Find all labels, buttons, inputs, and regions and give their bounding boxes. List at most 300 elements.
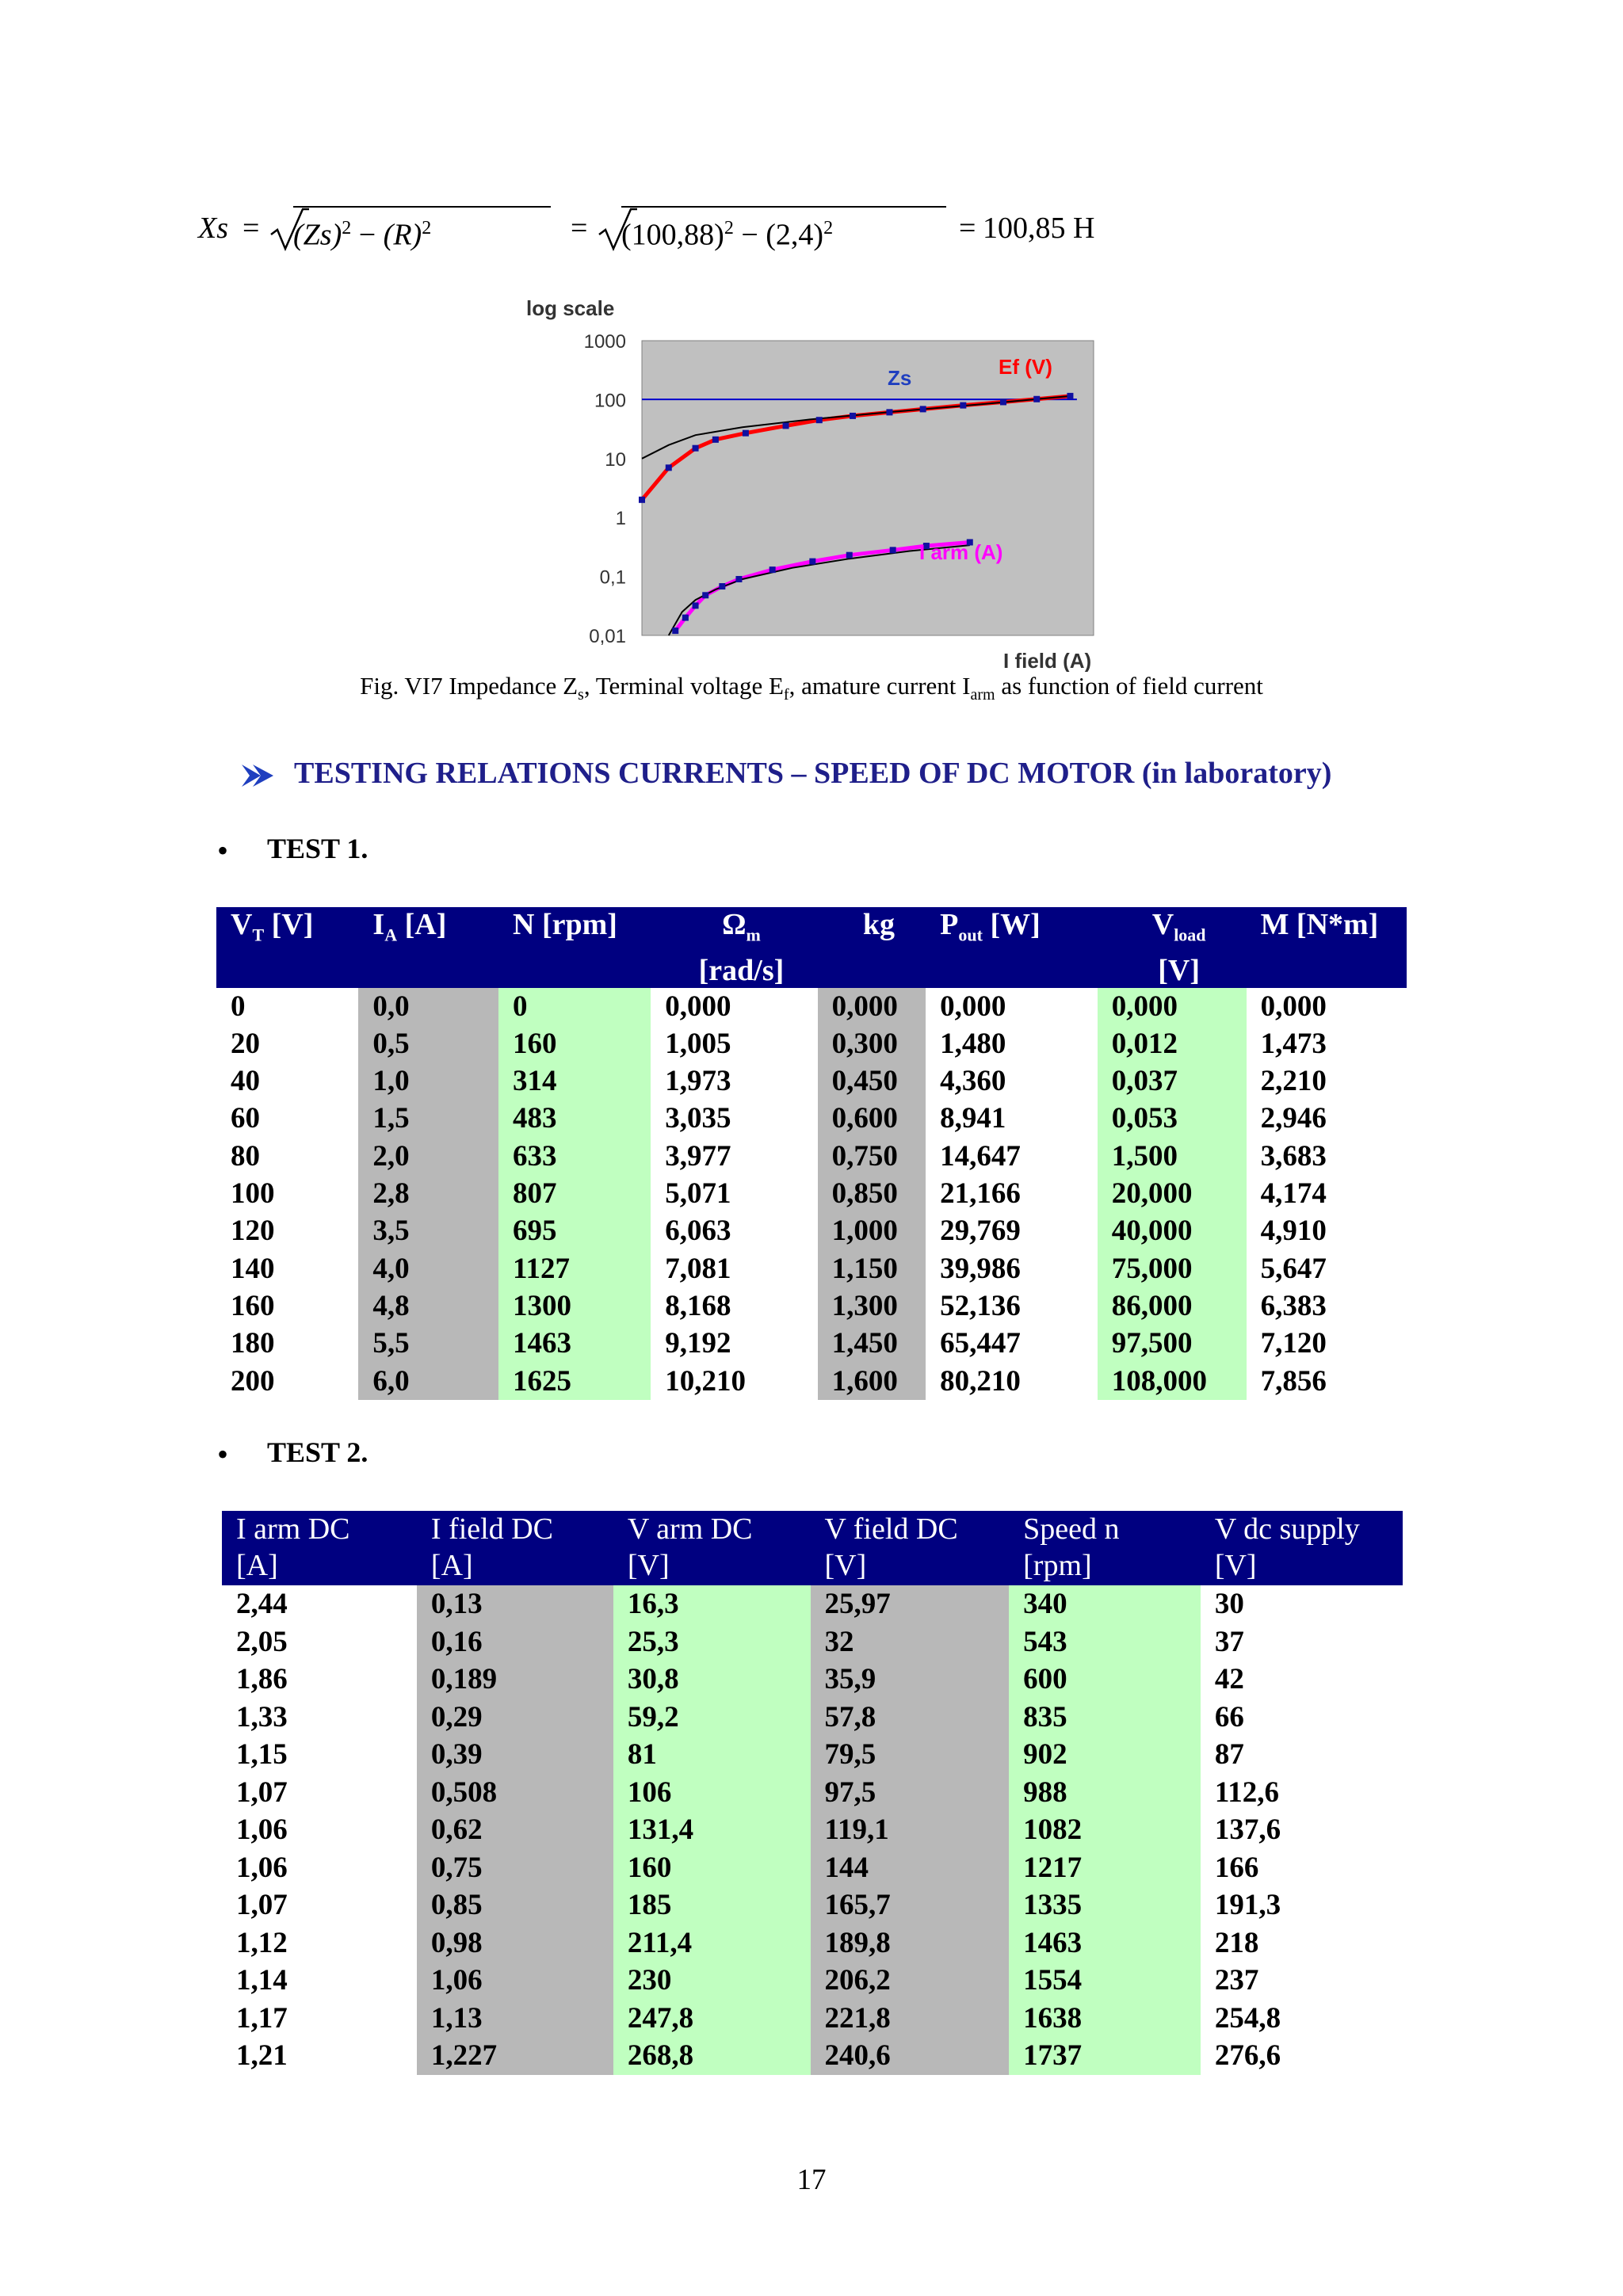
formula-exp-2: 2 — [422, 218, 432, 238]
table-cell: 0,62 — [417, 1811, 613, 1849]
table-cell: 543 — [1009, 1623, 1201, 1661]
data-point-marker — [1067, 393, 1073, 399]
formula-eq-2: = — [571, 212, 588, 245]
header-line1: I field DC — [430, 1512, 553, 1546]
table-cell: 7,120 — [1247, 1325, 1407, 1362]
data-point-marker — [666, 464, 672, 471]
table-cell: 65,447 — [926, 1325, 1098, 1362]
test1-body — [216, 988, 1407, 1400]
table-cell: 86,000 — [1098, 1287, 1247, 1325]
table-cell: 112,6 — [1201, 1774, 1403, 1812]
data-point-marker — [672, 627, 678, 634]
table-cell: 37 — [1201, 1623, 1403, 1661]
table-cell: 191,3 — [1201, 1886, 1403, 1924]
table-cell: 166 — [1201, 1849, 1403, 1887]
table-cell: 1,86 — [222, 1661, 417, 1699]
header-main: Ω — [722, 908, 747, 941]
table-cell: 1,600 — [818, 1363, 926, 1400]
table-cell: 35,9 — [811, 1661, 1010, 1699]
table-cell: 1217 — [1009, 1849, 1201, 1887]
header-line1: Speed n — [1023, 1512, 1120, 1546]
table-cell: 0,000 — [1247, 988, 1407, 1025]
table-cell: 276,6 — [1201, 2037, 1403, 2075]
caption-mid2: , amature current I — [789, 672, 971, 700]
table-cell: 60 — [216, 1100, 358, 1137]
table-cell: 1463 — [498, 1325, 651, 1362]
table-cell: 4,0 — [358, 1250, 498, 1287]
chart-xlabel: I field (A) — [1003, 649, 1092, 672]
bullet-dot-icon: • — [217, 833, 229, 868]
table-row — [222, 1585, 1403, 1623]
table-cell: 1,07 — [222, 1774, 417, 1812]
table-cell: 20,000 — [1098, 1175, 1247, 1212]
formula-val-a: (100,88) — [621, 218, 724, 252]
table-cell: 0,75 — [417, 1849, 613, 1887]
y-tick-label: 100 — [594, 390, 626, 412]
table-cell: 1737 — [1009, 2037, 1201, 2075]
table-cell: 1625 — [498, 1363, 651, 1400]
series-label: Ef (V) — [999, 355, 1052, 379]
test2-header-cell — [222, 1511, 417, 1585]
table-cell: 211,4 — [613, 1924, 811, 1962]
table-cell: 160 — [498, 1025, 651, 1062]
table-cell: 165,7 — [811, 1886, 1010, 1924]
test2-label: TEST 2. — [267, 1436, 369, 1468]
table-row — [216, 1062, 1407, 1100]
table-row — [222, 1811, 1403, 1849]
table-cell: 87 — [1201, 1736, 1403, 1774]
table-cell: 21,166 — [926, 1175, 1098, 1212]
header-line2: [A] — [430, 1549, 473, 1582]
test2-header-cell — [417, 1511, 613, 1585]
formula-xs: Xs — [198, 212, 228, 245]
table-cell: 29,769 — [926, 1212, 1098, 1249]
header-line2: [rpm] — [1023, 1549, 1092, 1582]
chart-svg — [507, 292, 1109, 672]
formula-eq-1: = — [242, 212, 260, 245]
header-main: P — [940, 908, 959, 941]
table-cell: 247,8 — [613, 2000, 811, 2038]
table-cell: 137,6 — [1201, 1811, 1403, 1849]
table-cell: 0,5 — [358, 1025, 498, 1062]
bullet-dot-icon: • — [217, 1436, 229, 1472]
table-cell: 3,5 — [358, 1212, 498, 1249]
header-subscript: out — [958, 925, 983, 945]
table-cell: 0,13 — [417, 1585, 613, 1623]
table-row — [222, 1736, 1403, 1774]
table-cell: 97,5 — [811, 1774, 1010, 1812]
table-cell: 100 — [216, 1175, 358, 1212]
table-cell: 3,683 — [1247, 1138, 1407, 1175]
test1-header-cell — [216, 907, 358, 988]
table-cell: 1,480 — [926, 1025, 1098, 1062]
header-line2: [V] — [627, 1549, 670, 1582]
test1-header-cell — [358, 907, 498, 988]
table-cell: 8,941 — [926, 1100, 1098, 1137]
table-cell: 1,973 — [651, 1062, 817, 1100]
table-cell: 3,035 — [651, 1100, 817, 1137]
section-heading — [242, 751, 1331, 795]
table-cell: 254,8 — [1201, 2000, 1403, 2038]
y-tick-label: 0,01 — [589, 626, 626, 647]
table-cell: 120 — [216, 1212, 358, 1249]
header-line1: V field DC — [824, 1512, 958, 1546]
table-cell: 1,500 — [1098, 1138, 1247, 1175]
table-cell: 340 — [1009, 1585, 1201, 1623]
table-cell: 206,2 — [811, 1962, 1010, 2000]
table-cell: 230 — [613, 1962, 811, 2000]
table-cell: 1,13 — [417, 2000, 613, 2038]
table-cell: 1127 — [498, 1250, 651, 1287]
data-point-marker — [639, 497, 645, 503]
table-cell: 835 — [1009, 1699, 1201, 1737]
header-unit: [A] — [397, 908, 447, 941]
table-cell: 57,8 — [811, 1699, 1010, 1737]
table-cell: 144 — [811, 1849, 1010, 1887]
table-cell: 0,39 — [417, 1736, 613, 1774]
test1-header-cell — [1247, 907, 1407, 988]
table-cell: 0,053 — [1098, 1100, 1247, 1137]
table-cell: 108,000 — [1098, 1363, 1247, 1400]
header-unit-line2: [V] — [1158, 953, 1201, 987]
data-point-marker — [960, 402, 966, 409]
data-point-marker — [850, 413, 856, 419]
table-cell: 0,000 — [1098, 988, 1247, 1025]
series-label: I arm (A) — [919, 540, 1003, 564]
data-point-marker — [712, 437, 719, 443]
table-cell: 79,5 — [811, 1736, 1010, 1774]
page-number: 17 — [796, 2164, 827, 2196]
table-row — [216, 1138, 1407, 1175]
table-cell: 40,000 — [1098, 1212, 1247, 1249]
data-point-marker — [743, 430, 749, 437]
table-cell: 4,360 — [926, 1062, 1098, 1100]
table-cell: 0,508 — [417, 1774, 613, 1812]
formula-zs: (Zs) — [293, 218, 342, 252]
table-cell: 0,000 — [818, 988, 926, 1025]
caption-sub-s: s — [578, 686, 584, 704]
caption-mid: , Terminal voltage E — [583, 672, 784, 700]
table-cell: 20 — [216, 1025, 358, 1062]
table-cell: 807 — [498, 1175, 651, 1212]
table-row — [222, 1661, 1403, 1699]
table-cell: 59,2 — [613, 1699, 811, 1737]
table-cell: 0,85 — [417, 1886, 613, 1924]
data-point-marker — [846, 552, 853, 559]
table-cell: 2,8 — [358, 1175, 498, 1212]
table-cell: 1300 — [498, 1287, 651, 1325]
table-cell: 902 — [1009, 1736, 1201, 1774]
table-row — [216, 1175, 1407, 1212]
test1-header-row — [216, 907, 1407, 988]
table-cell: 2,05 — [222, 1623, 417, 1661]
test2-body — [222, 1585, 1403, 2075]
test2-header-cell — [613, 1511, 811, 1585]
table-cell: 0,29 — [417, 1699, 613, 1737]
data-point-marker — [890, 547, 896, 553]
table-row — [216, 1363, 1407, 1400]
table-cell: 1,0 — [358, 1062, 498, 1100]
table-cell: 39,986 — [926, 1250, 1098, 1287]
table-cell: 6,0 — [358, 1363, 498, 1400]
table-cell: 3,977 — [651, 1138, 817, 1175]
header-line1: V arm DC — [627, 1512, 753, 1546]
table-cell: 1082 — [1009, 1811, 1201, 1849]
table-cell: 80 — [216, 1138, 358, 1175]
table-cell: 2,0 — [358, 1138, 498, 1175]
data-point-marker — [886, 409, 892, 415]
table-cell: 218 — [1201, 1924, 1403, 1962]
test1-header-cell — [498, 907, 651, 988]
table-cell: 1,06 — [222, 1849, 417, 1887]
table-cell: 7,856 — [1247, 1363, 1407, 1400]
header-unit-line2: [rad/s] — [698, 953, 785, 987]
table-cell: 0 — [498, 988, 651, 1025]
test1-label: TEST 1. — [267, 833, 369, 864]
data-point-marker — [702, 592, 708, 598]
table-cell: 268,8 — [613, 2037, 811, 2075]
table-row — [216, 988, 1407, 1025]
formula-exp-3: 2 — [724, 218, 734, 238]
formula-exp-1: 2 — [342, 218, 352, 238]
table-cell: 2,946 — [1247, 1100, 1407, 1137]
table-cell: 0,98 — [417, 1924, 613, 1962]
table-cell: 1463 — [1009, 1924, 1201, 1962]
data-point-marker — [1000, 399, 1006, 405]
table-cell: 633 — [498, 1138, 651, 1175]
table-cell: 1,227 — [417, 2037, 613, 2075]
y-tick-label: 1 — [615, 508, 626, 530]
table-cell: 0,850 — [818, 1175, 926, 1212]
table-cell: 16,3 — [613, 1585, 811, 1623]
table-cell: 1,06 — [222, 1811, 417, 1849]
table-row — [216, 1025, 1407, 1062]
header-subscript: T — [252, 925, 265, 945]
table-cell: 40 — [216, 1062, 358, 1100]
table-cell: 42 — [1201, 1661, 1403, 1699]
chart-title: log scale — [526, 296, 615, 320]
test2-header-cell — [1201, 1511, 1403, 1585]
data-point-marker — [735, 576, 742, 582]
table-cell: 30,8 — [613, 1661, 811, 1699]
table-cell: 5,071 — [651, 1175, 817, 1212]
formula-r: (R) — [383, 218, 422, 252]
table-cell: 5,5 — [358, 1325, 498, 1362]
formula-val-b: (2,4) — [766, 218, 824, 252]
table-cell: 2,210 — [1247, 1062, 1407, 1100]
impedance-chart — [507, 292, 1109, 672]
table-cell: 1,21 — [222, 2037, 417, 2075]
header-main: I — [372, 908, 385, 941]
table-cell: 1,473 — [1247, 1025, 1407, 1062]
table-cell: 600 — [1009, 1661, 1201, 1699]
header-line2: [V] — [1214, 1549, 1257, 1582]
table-cell: 0,600 — [818, 1100, 926, 1137]
table-cell: 32 — [811, 1623, 1010, 1661]
formula-minus-2: − — [741, 218, 758, 252]
table-cell: 1,5 — [358, 1100, 498, 1137]
table-cell: 0,0 — [358, 988, 498, 1025]
table-cell: 0,450 — [818, 1062, 926, 1100]
table-cell: 483 — [498, 1100, 651, 1137]
table-cell: 1,450 — [818, 1325, 926, 1362]
table-cell: 1638 — [1009, 2000, 1201, 2038]
series-label: Zs — [888, 366, 912, 390]
test2-header — [222, 1511, 1403, 1585]
test1-header-cell — [651, 907, 817, 988]
header-subscript: load — [1174, 925, 1206, 945]
test1-header-cell — [926, 907, 1098, 988]
table-cell: 4,174 — [1247, 1175, 1407, 1212]
table-cell: 7,081 — [651, 1250, 817, 1287]
header-subscript: m — [746, 925, 761, 945]
data-point-marker — [1033, 396, 1040, 402]
formula-exp-4: 2 — [823, 218, 834, 238]
header-line1: I arm DC — [236, 1512, 350, 1546]
table-cell: 2,44 — [222, 1585, 417, 1623]
test2-header-row — [222, 1511, 1403, 1585]
table-cell: 0,037 — [1098, 1062, 1247, 1100]
header-line2: [V] — [824, 1549, 867, 1582]
test2-header-cell — [811, 1511, 1010, 1585]
table-cell: 6,383 — [1247, 1287, 1407, 1325]
table-cell: 106 — [613, 1774, 811, 1812]
formula-eq-3: = — [959, 212, 976, 245]
data-point-marker — [693, 602, 699, 608]
table-cell: 0 — [216, 988, 358, 1025]
table-row — [222, 1849, 1403, 1887]
y-tick-label: 0,1 — [599, 566, 626, 589]
formula-result: 100,85 H — [983, 212, 1095, 245]
data-point-marker — [682, 615, 689, 621]
table-cell: 1,33 — [222, 1699, 417, 1737]
table-cell: 988 — [1009, 1774, 1201, 1812]
header-main: M [N*m] — [1260, 908, 1379, 941]
test2-header-cell — [1009, 1511, 1201, 1585]
table-cell: 200 — [216, 1363, 358, 1400]
table-cell: 30 — [1201, 1585, 1403, 1623]
table-row — [216, 1100, 1407, 1137]
table-cell: 10,210 — [651, 1363, 817, 1400]
table-cell: 75,000 — [1098, 1250, 1247, 1287]
table-row — [222, 1924, 1403, 1962]
table-cell: 180 — [216, 1325, 358, 1362]
y-tick-label: 1000 — [583, 331, 626, 353]
data-point-marker — [920, 406, 926, 412]
table-cell: 5,647 — [1247, 1250, 1407, 1287]
table-row — [222, 1962, 1403, 2000]
header-main: V — [231, 908, 253, 941]
table-row — [222, 1774, 1403, 1812]
table-cell: 189,8 — [811, 1924, 1010, 1962]
table-cell: 4,910 — [1247, 1212, 1407, 1249]
data-point-marker — [783, 422, 789, 429]
table-cell: 0,300 — [818, 1025, 926, 1062]
table-row — [216, 1287, 1407, 1325]
data-point-marker — [816, 417, 823, 423]
formula-minus-1: − — [358, 218, 376, 252]
formula-values-term — [621, 204, 833, 259]
table-cell: 1,14 — [222, 1962, 417, 2000]
table-row — [222, 1623, 1403, 1661]
table-cell: 314 — [498, 1062, 651, 1100]
table-cell: 1554 — [1009, 1962, 1201, 2000]
table-cell: 1,06 — [417, 1962, 613, 2000]
header-main: kg — [862, 908, 895, 941]
caption-sub-arm: arm — [970, 686, 995, 704]
caption-post: as function of field current — [995, 672, 1263, 700]
table-cell: 0,16 — [417, 1623, 613, 1661]
table-row — [216, 1250, 1407, 1287]
table-cell: 160 — [216, 1287, 358, 1325]
test1-header-cell — [1098, 907, 1247, 988]
table-cell: 25,97 — [811, 1585, 1010, 1623]
figure-caption — [0, 672, 1623, 704]
table-cell: 0,012 — [1098, 1025, 1247, 1062]
table-cell: 52,136 — [926, 1287, 1098, 1325]
table-cell: 9,192 — [651, 1325, 817, 1362]
table-cell: 185 — [613, 1886, 811, 1924]
table-cell: 1,17 — [222, 2000, 417, 2038]
table-cell: 1,12 — [222, 1924, 417, 1962]
table-row — [216, 1212, 1407, 1249]
table-cell: 131,4 — [613, 1811, 811, 1849]
section-title: TESTING RELATIONS CURRENTS – SPEED OF DC MOTOR (in laboratory) — [294, 757, 1332, 790]
table-cell: 0,750 — [818, 1138, 926, 1175]
test1-table — [216, 907, 1407, 1400]
caption-pre: Fig. VI7 Impedance Z — [360, 672, 579, 700]
table-cell: 66 — [1201, 1699, 1403, 1737]
table-row — [222, 2037, 1403, 2075]
table-cell: 80,210 — [926, 1363, 1098, 1400]
table-cell: 25,3 — [613, 1623, 811, 1661]
table-cell: 1,15 — [222, 1736, 417, 1774]
table-cell: 1335 — [1009, 1886, 1201, 1924]
table-row — [222, 1886, 1403, 1924]
table-cell: 81 — [613, 1736, 811, 1774]
header-line2: [A] — [236, 1549, 278, 1582]
y-tick-label: 10 — [605, 448, 626, 471]
table-cell: 14,647 — [926, 1138, 1098, 1175]
arrowhead-bullet-icon — [242, 765, 275, 787]
table-cell: 0,000 — [926, 988, 1098, 1025]
table-row — [216, 1325, 1407, 1362]
table-cell: 4,8 — [358, 1287, 498, 1325]
table-cell: 240,6 — [811, 2037, 1010, 2075]
table-row — [222, 1699, 1403, 1737]
table-cell: 97,500 — [1098, 1325, 1247, 1362]
table-cell: 119,1 — [811, 1811, 1010, 1849]
header-main: N [rpm] — [513, 908, 617, 941]
data-point-marker — [809, 559, 815, 565]
formula-zs-term — [293, 204, 431, 259]
table-cell: 1,005 — [651, 1025, 817, 1062]
table-cell: 237 — [1201, 1962, 1403, 2000]
data-point-marker — [769, 566, 776, 573]
data-point-marker — [693, 445, 699, 452]
table-cell: 1,150 — [818, 1250, 926, 1287]
table-cell: 0,189 — [417, 1661, 613, 1699]
table-cell: 1,300 — [818, 1287, 926, 1325]
caption-sub-f: f — [783, 686, 789, 704]
table-cell: 1,000 — [818, 1212, 926, 1249]
data-point-marker — [719, 583, 725, 589]
header-line1: V dc supply — [1214, 1512, 1360, 1546]
header-main: V — [1151, 908, 1174, 941]
header-unit: [W] — [982, 908, 1041, 941]
table-cell: 140 — [216, 1250, 358, 1287]
test2-table — [222, 1511, 1403, 2075]
